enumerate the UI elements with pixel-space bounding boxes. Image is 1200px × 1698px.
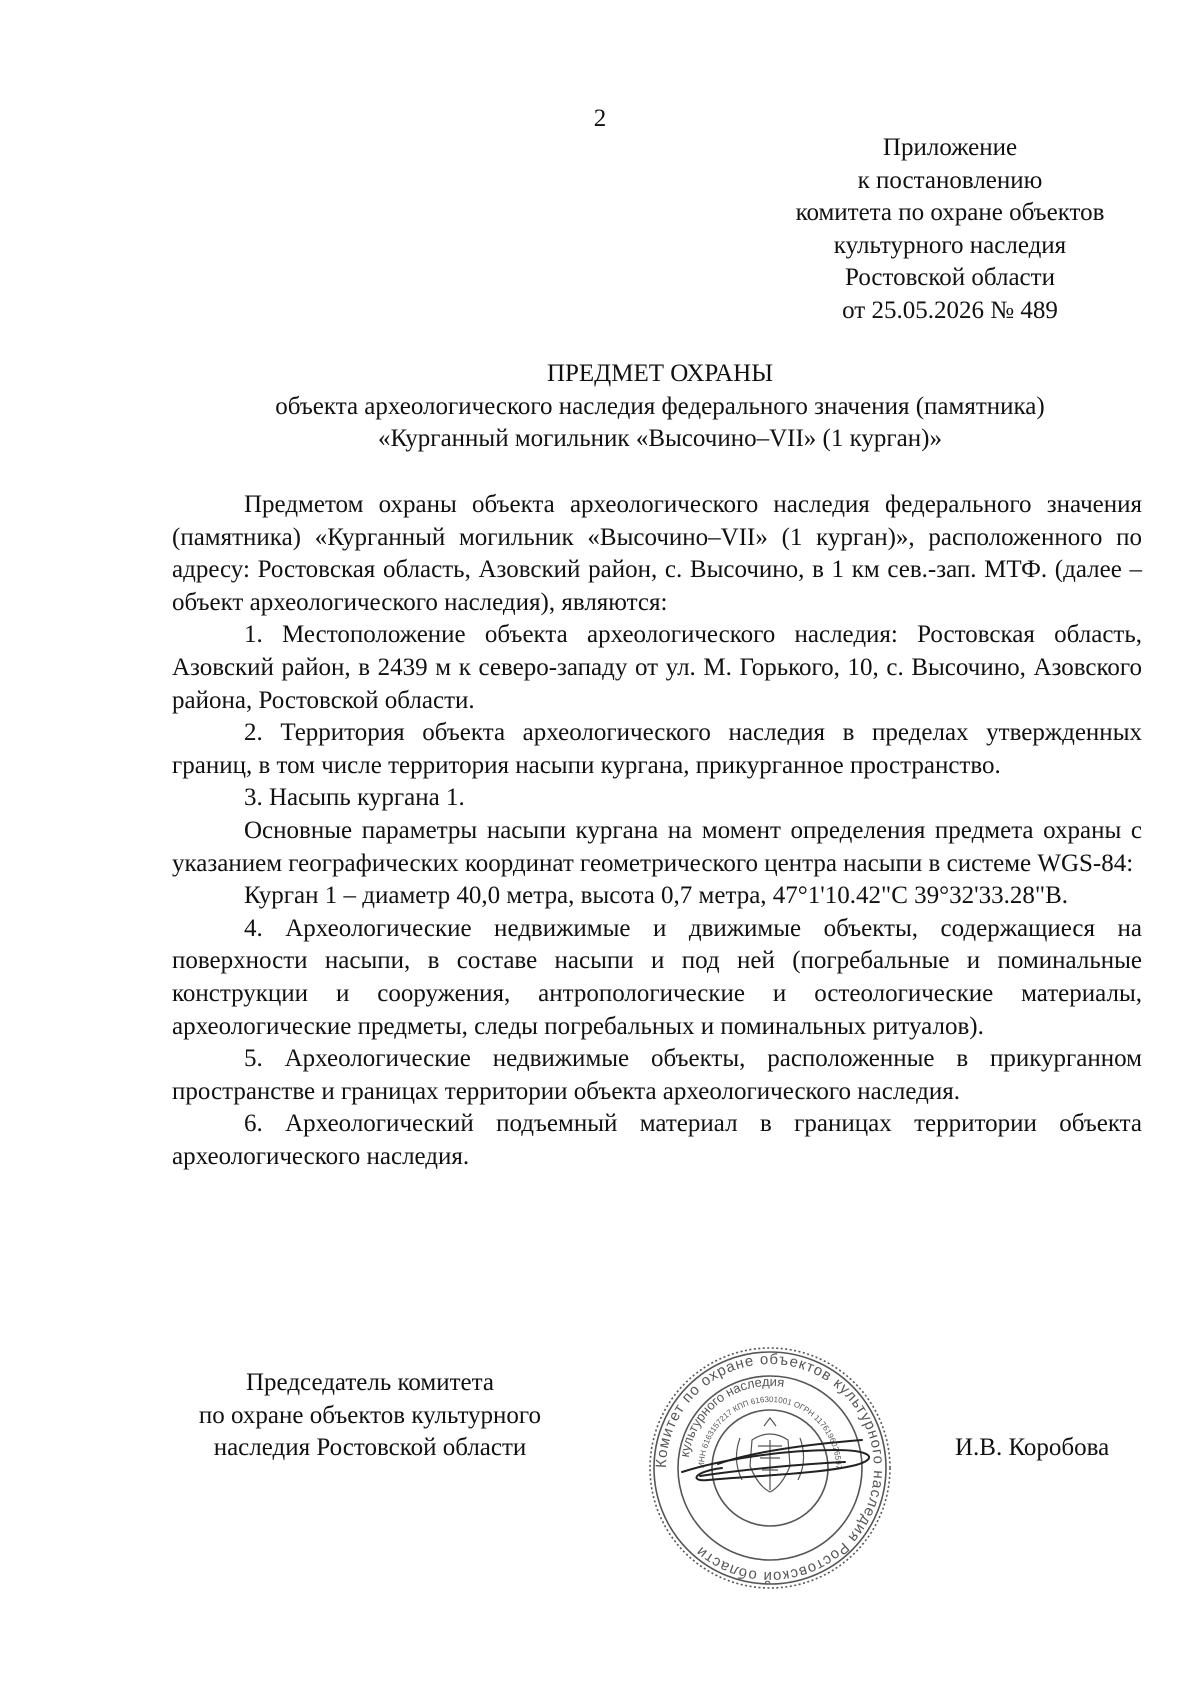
signatory-position-line: наследия Ростовской области	[213, 1434, 527, 1461]
document-title	[160, 358, 1160, 456]
appendix-line: Ростовской области	[845, 264, 1055, 291]
appendix-block	[760, 132, 1140, 327]
title-subline: объекта археологического наследия федерального значения (памятника)	[275, 392, 1045, 420]
document-body	[172, 489, 1142, 1173]
signatory-position	[160, 1367, 580, 1465]
title-heading: ПРЕДМЕТ ОХРАНЫ	[546, 360, 774, 387]
signatory-position-line: по охране объектов культурного	[198, 1401, 542, 1429]
body-paragraph: 2. Территория объекта археологического наследия в пределах утвержденных границ, в том числе территория насыпи кургана, прикурганное пространство.	[172, 719, 1142, 779]
official-seal	[630, 1340, 910, 1600]
body-paragraph: 4. Археологические недвижимые и движимые объекты, содержащиеся на поверхности насыпи, в составе насыпи и под ней (погребальные и поминальные конструкции и сооружения, антропологические и остеологические материалы, археологические предметы, следы погребальных и поминальных ритуалов).	[172, 914, 1142, 1040]
appendix-line: от 25.05.2026 № 489	[842, 296, 1058, 324]
body-paragraph: 1. Местоположение объекта археологического наследия: Ростовская область, Азовский район, в 2439 м к северо-западу от ул. М. Горького, 10, с. Высочино, Азовского района, Ростовской области.	[172, 621, 1142, 714]
page-number: 2	[593, 105, 607, 132]
seal-mid-text-path: культурного наследия	[676, 1373, 786, 1459]
signatory-position-line: Председатель комитета	[246, 1369, 494, 1396]
body-paragraph: Основные параметры насыпи кургана на момент определения предмета охраны с указанием географических координат геометрического центра насыпи в системе WGS-84:	[172, 816, 1142, 877]
appendix-line: культурного наследия	[833, 231, 1067, 259]
seal-graphic	[630, 1340, 910, 1600]
seal-outer-text-path: Комитет по охране объектов культурного наследия Ростовской области	[652, 1350, 888, 1586]
appendix-line: к постановлению	[857, 166, 1043, 194]
title-subline: «Курганный могильник «Высочино–VII» (1 курган)»	[378, 425, 942, 452]
appendix-line: комитета по охране объектов	[795, 199, 1105, 226]
seal-inner-text-path: ИНН 6163157217 КПП 616301001 ОГРН 1176196026597	[696, 1394, 844, 1470]
appendix-line: Приложение	[882, 134, 1018, 161]
body-paragraph: Курган 1 – диаметр 40,0 метра, высота 0,7 метра, 47°1'10.42"С 39°32'33.28"В.	[244, 882, 1069, 910]
body-paragraph: 3. Насыпь кургана 1.	[244, 784, 465, 812]
body-paragraph: 6. Археологический подъемный материал в границах территории объекта археологического наследия.	[172, 1110, 1142, 1170]
body-paragraph: 5. Археологические недвижимые объекты, расположенные в прикурганном пространстве и границах территории объекта археологического наследия.	[172, 1045, 1142, 1105]
signatory-name: И.В. Коробова	[955, 1434, 1110, 1461]
body-paragraph: Предметом охраны объекта археологического наследия федерального значения (памятника) «Курганный могильник «Высочино–VII» (1 курган)», расположенного по адресу: Ростовская область, Азовский район, с. Высочино, в 1 км сев.-зап. МТФ. (далее – объект археологического наследия), являются:	[172, 491, 1142, 616]
